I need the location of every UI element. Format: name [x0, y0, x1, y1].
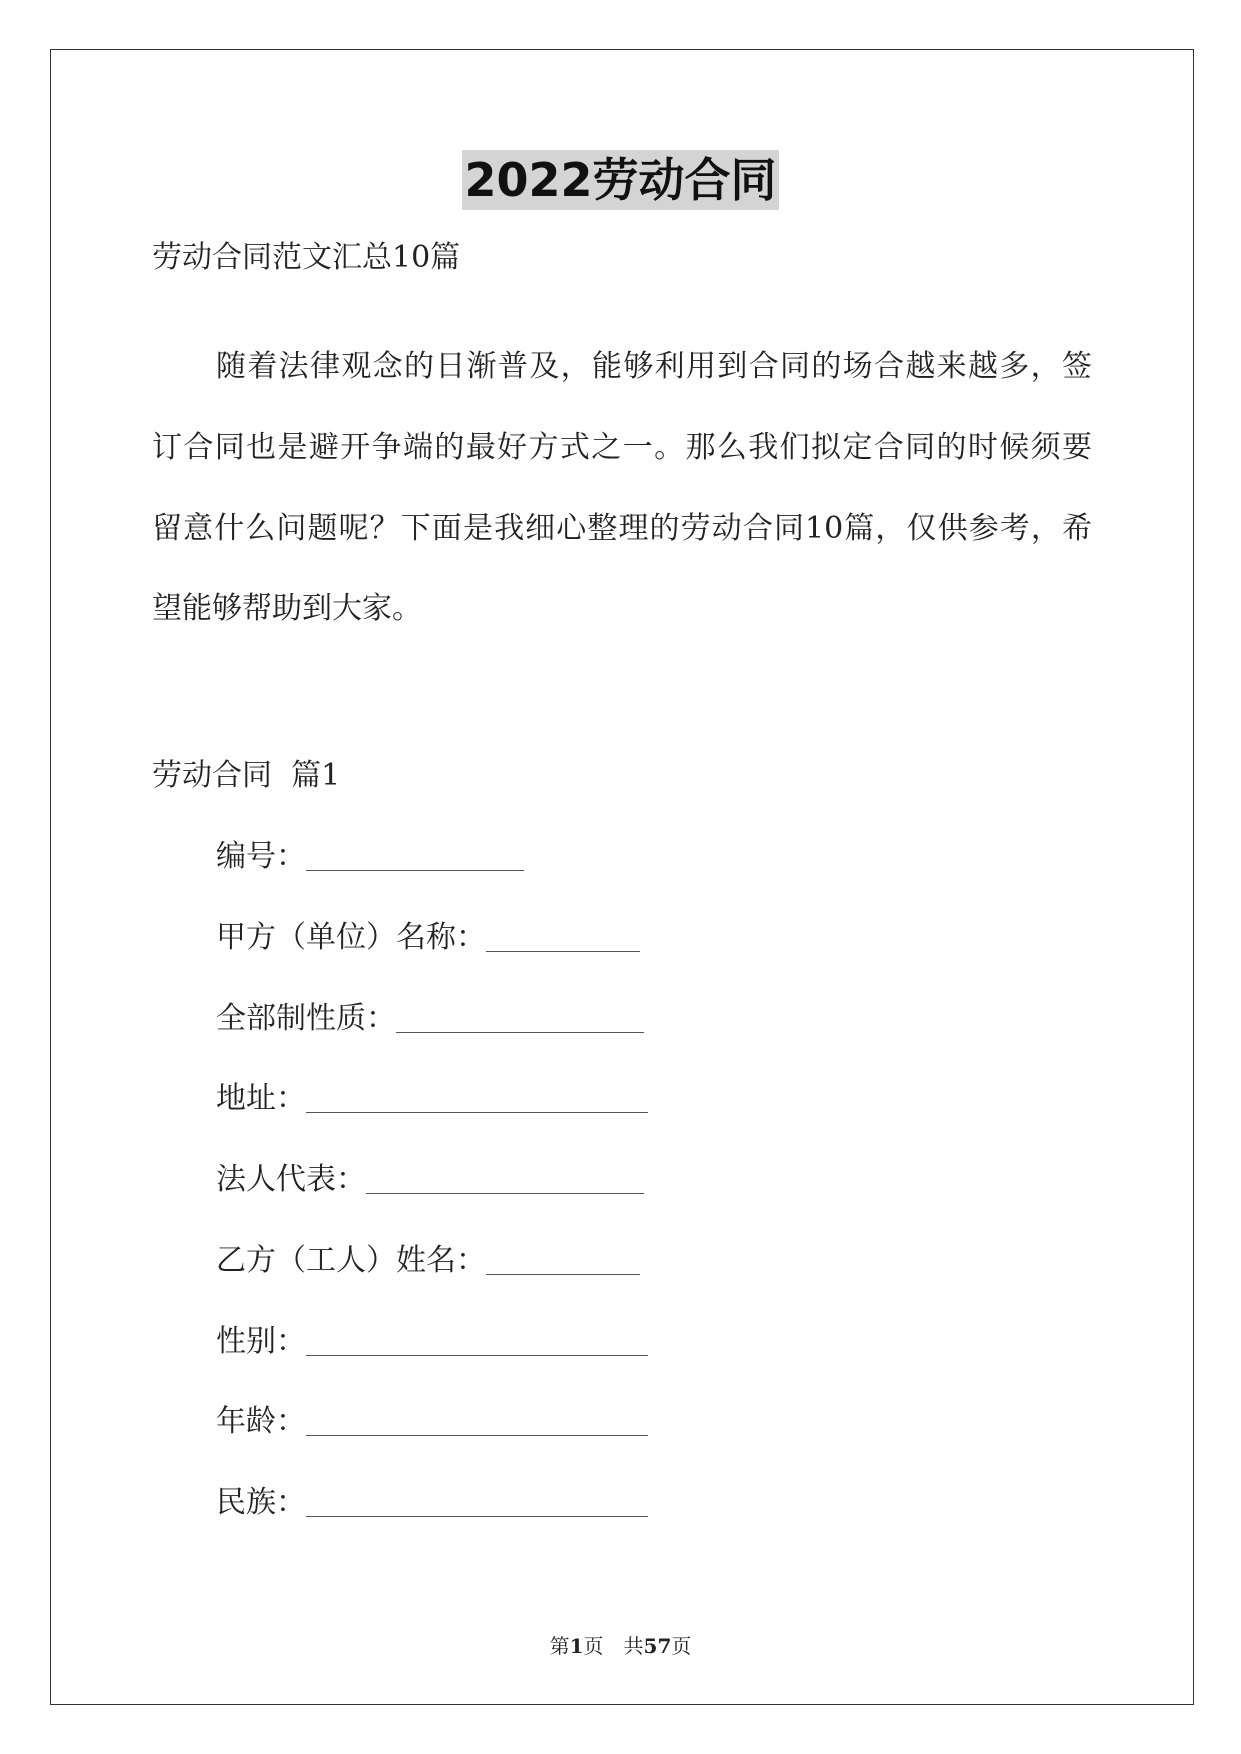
- field-ownership-type: [216, 999, 644, 1039]
- field-gender: [216, 1322, 648, 1362]
- field-legal-representative: [216, 1160, 644, 1200]
- field-label: 民族：: [216, 1485, 306, 1520]
- field-age: [216, 1402, 648, 1442]
- document-subtitle: 劳动合同范文汇总10篇: [152, 240, 461, 275]
- blank-line[interactable]: [306, 1405, 648, 1436]
- blank-line[interactable]: [306, 840, 524, 871]
- section-heading: 劳动合同 篇1: [152, 758, 341, 793]
- blank-line[interactable]: [486, 921, 640, 952]
- field-label: 编号：: [216, 839, 306, 874]
- field-label: 法人代表：: [216, 1162, 366, 1197]
- field-label: 甲方（单位）名称：: [216, 920, 486, 955]
- field-label: 性别：: [216, 1324, 306, 1359]
- footer-page-current: 1: [569, 1634, 584, 1658]
- intro-line-2: 订合同也是避开争端的最好方式之一。那么我们拟定合同的时候须要: [152, 430, 1092, 465]
- field-address: [216, 1079, 648, 1119]
- page-footer: [0, 1632, 1241, 1660]
- document-title: 2022劳动合同: [462, 150, 778, 210]
- field-label: 乙方（工人）姓名：: [216, 1243, 486, 1278]
- footer-page-unit: 页: [583, 1634, 604, 1658]
- title-container: [0, 150, 1241, 210]
- blank-line[interactable]: [486, 1244, 640, 1275]
- intro-line-1: 随着法律观念的日渐普及，能够利用到合同的场合越来越多，签: [216, 349, 1092, 384]
- blank-line[interactable]: [306, 1325, 648, 1356]
- footer-total-prefix: 共: [623, 1634, 644, 1658]
- footer-page-prefix: 第: [549, 1634, 570, 1658]
- field-label: 全部制性质：: [216, 1001, 396, 1036]
- field-employer-name: [216, 918, 640, 958]
- field-worker-name: [216, 1241, 640, 1281]
- footer-page-total: 57: [643, 1634, 672, 1658]
- field-label: 年龄：: [216, 1404, 306, 1439]
- blank-line[interactable]: [366, 1163, 644, 1194]
- blank-line[interactable]: [306, 1082, 648, 1113]
- intro-line-4: 望能够帮助到大家。: [152, 591, 422, 626]
- blank-line[interactable]: [306, 1486, 648, 1517]
- field-label: 地址：: [216, 1081, 306, 1116]
- blank-line[interactable]: [396, 1002, 644, 1033]
- field-ethnicity: [216, 1483, 648, 1523]
- page-border: [50, 49, 1194, 1705]
- intro-line-3: 留意什么问题呢？下面是我细心整理的劳动合同10篇，仅供参考，希: [152, 511, 1092, 546]
- footer-total-unit: 页: [671, 1634, 692, 1658]
- field-serial-number: [216, 837, 524, 877]
